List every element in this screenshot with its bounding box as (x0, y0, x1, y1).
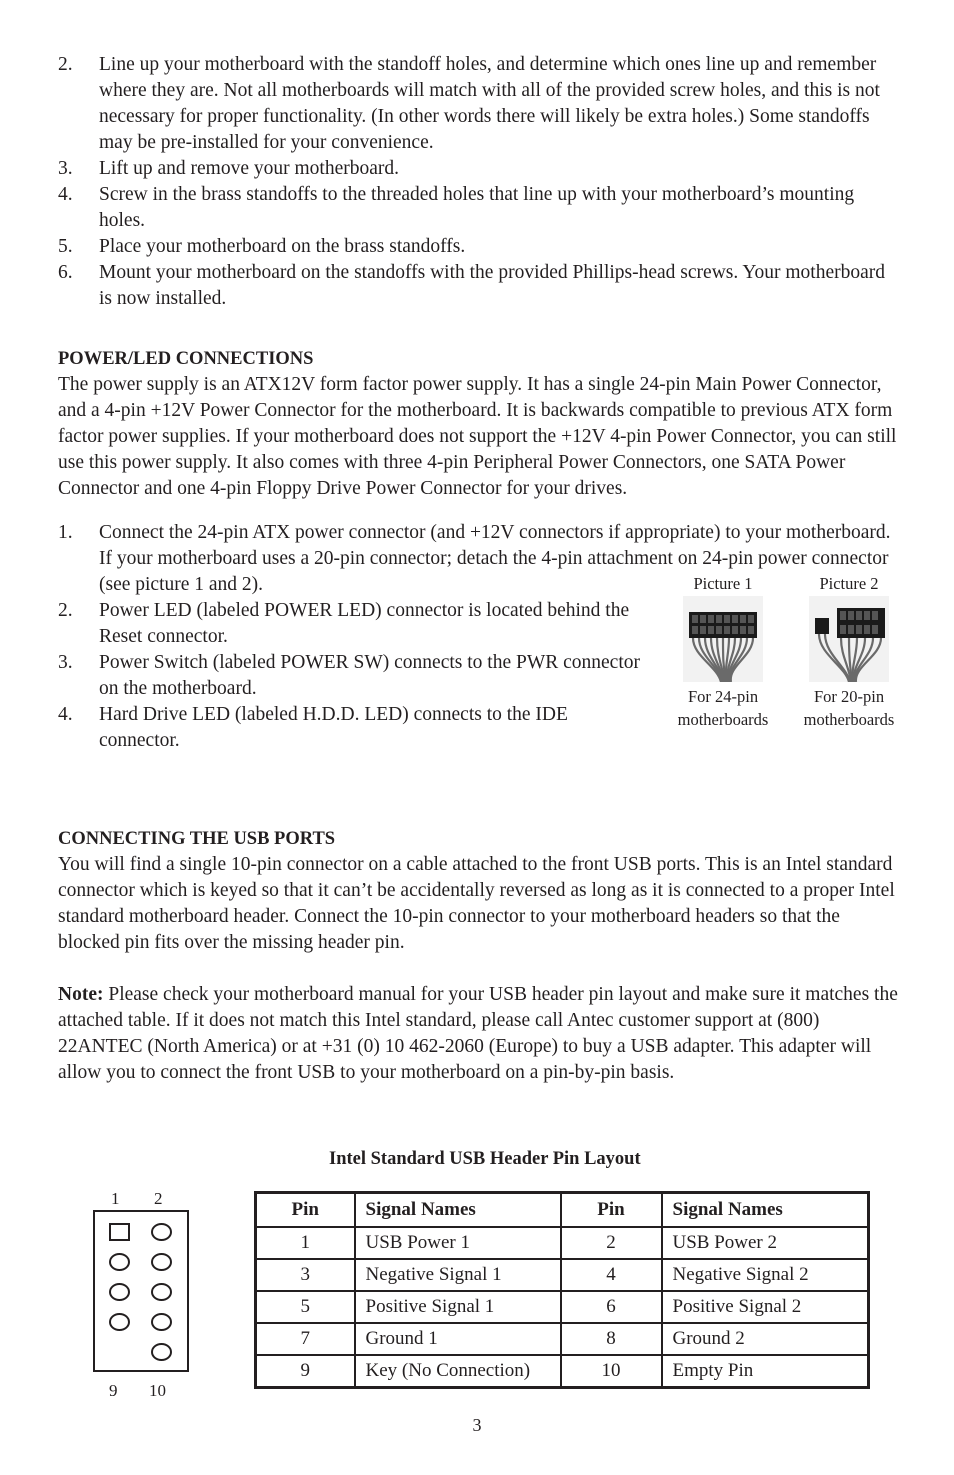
power-body: The power supply is an ATX12V form factor power supply. It has a single 24-pin Main Power Connector, and a 4-pin +12V Power Connector for the motherboard. It is backwards compatible to previous ATX form factor power supplies. If your motherboard does not support the +12V 4-pin Power Connector, you can still use this power supply. It also comes with three 4-pin Peripheral Power Connectors, one SATA Power Connector and one 4-pin Floppy Drive Power Connector for your drives. (58, 374, 897, 499)
list-item: 2. Line up your motherboard with the standoff holes, and determine which ones line up and remember where they are. Not all motherboards will match with all of the provided screw holes, and this is not necessary for proper functionality. (In other words there will likely be extra holes.) Some standoffs may be pre-installed for your convenience. (58, 54, 880, 153)
picture-title: Picture 1 (693, 574, 753, 593)
list-item: 2. Power LED (labeled POWER LED) connector is located behind the Reset connector. (58, 600, 630, 647)
table-row: 5 Positive Signal 1 6 Positive Signal 2 (256, 1291, 869, 1323)
pin (151, 1223, 172, 1241)
pin (151, 1343, 172, 1361)
list-item: 4. Screw in the brass standoffs to the threaded holes that line up with your motherboard’s mounting holes. (58, 184, 855, 231)
picture-1: Picture 1 For 24-pin motherboards (664, 572, 782, 731)
picture-2: Picture 2 For 20-pin motherboards (790, 572, 908, 731)
pin (151, 1283, 172, 1301)
list-item: 3. Power Switch (labeled POWER SW) connects to the PWR connector on the motherboard. (58, 652, 641, 699)
pin (109, 1313, 130, 1331)
note-label: Note: (58, 984, 104, 1005)
power-section (58, 346, 898, 754)
pin (109, 1253, 130, 1271)
table-row: 7 Ground 1 8 Ground 2 (256, 1323, 869, 1355)
pin-label: 1 (111, 1189, 120, 1208)
usb-pin-table (254, 1191, 870, 1389)
list-item: 6. Mount your motherboard on the standoffs with the provided Phillips-head screws. Your motherboard is now installed. (58, 262, 886, 309)
table-header-row: Pin Signal Names Pin Signal Names (256, 1193, 869, 1228)
pin-label: 9 (109, 1381, 118, 1400)
page-content (58, 52, 898, 1086)
list-item: 3. Lift up and remove your motherboard. (58, 158, 399, 179)
pin-label: 2 (154, 1189, 163, 1208)
pin-1-square (109, 1223, 130, 1241)
power-heading: POWER/LED CONNECTIONS (58, 349, 314, 369)
table-title: Intel Standard USB Header Pin Layout (329, 1149, 641, 1169)
usb-body: You will find a single 10-pin connector on a cable attached to the front USB ports. This is an Intel standard connector which is keyed so that it can’t be accidentally reversed as long as it is connected to a proper Intel standard motherboard header. Connect the 10-pin connector to your motherboard headers so that the blocked pin fits over the missing header pin. (58, 854, 895, 953)
picture-title: Picture 2 (819, 574, 879, 593)
usb-header-diagram (90, 1186, 200, 1400)
intro-steps (58, 52, 898, 312)
header-outline (93, 1210, 189, 1372)
pin (151, 1253, 172, 1271)
atx-20pin-connector-photo (809, 596, 889, 682)
usb-heading: CONNECTING THE USB PORTS (58, 829, 336, 849)
power-steps (58, 520, 898, 754)
pin (109, 1283, 130, 1301)
pin-label: 10 (149, 1381, 166, 1400)
pin (151, 1313, 172, 1331)
list-item: 4. Hard Drive LED (labeled H.D.D. LED) connects to the IDE connector. (58, 704, 568, 751)
list-item: 1. Connect the 24-pin ATX power connector (and +12V connectors if appropriate) to your motherboard. If your motherboard uses a 20-pin connector; detach the 4-pin attachment on 24-pin power connector (see picture 1 and 2). (58, 522, 891, 595)
table-row: 9 Key (No Connection) 10 Empty Pin (256, 1355, 869, 1388)
table-row: 3 Negative Signal 1 4 Negative Signal 2 (256, 1259, 869, 1291)
table-row: 1 USB Power 1 2 USB Power 2 (256, 1227, 869, 1259)
list-item: 5. Place your motherboard on the brass standoffs. (58, 236, 466, 257)
atx-24pin-connector-photo (683, 596, 763, 682)
page-number: 3 (472, 1415, 482, 1435)
usb-section (58, 826, 898, 1086)
usb-note: Note: Please check your motherboard manual for your USB header pin layout and make sure it matches the attached table. If it does not match this Intel standard, please call Antec customer support at (800) 22ANTEC (North America) or at +31 (0) 10 462-2060 (Europe) to buy a USB adapter. This adapter will allow you to connect the front USB to your motherboard on a pin-by-pin basis. (58, 984, 898, 1083)
